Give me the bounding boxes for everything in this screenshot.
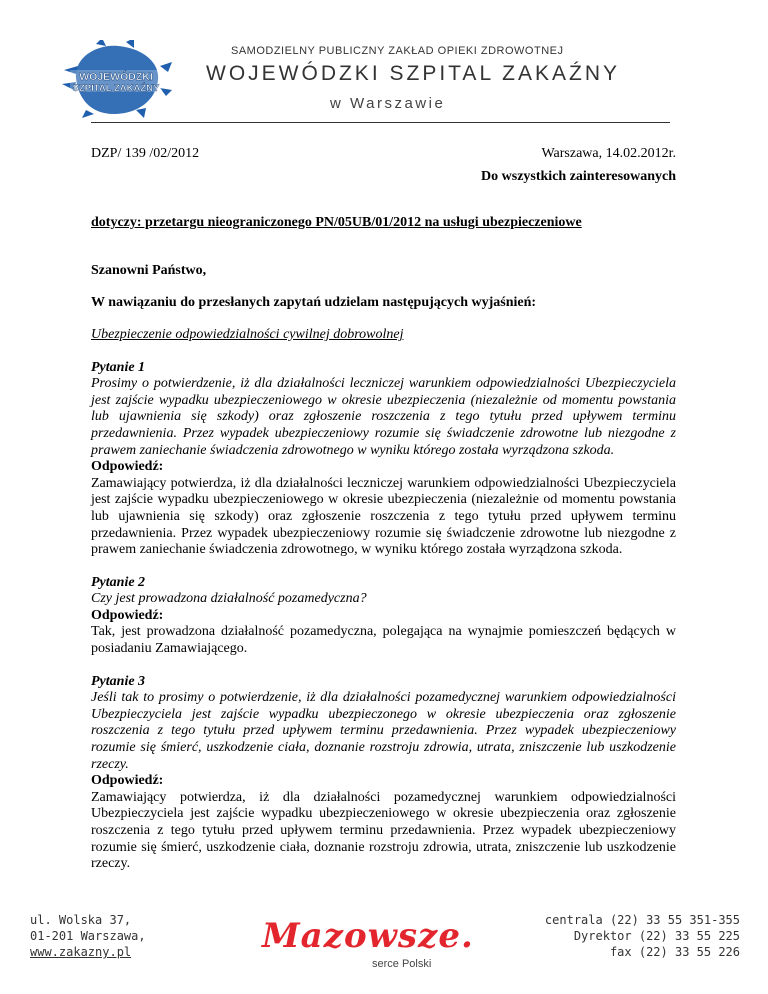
letter-body: [91, 146, 676, 873]
qa-item: [91, 674, 676, 873]
organization-name: SAMODZIELNY PUBLICZNY ZAKŁAD OPIEKI ZDROWOTNEJ: [231, 45, 564, 57]
logo-text-line2: SZPITAL ZAKAŹNY: [72, 83, 160, 94]
question-title: Pytanie 2: [91, 574, 146, 590]
answer-text: Zamawiający potwierdza, iż dla działalności leczniczej warunkiem odpowiedzialności Ubezpieczyciela jest zajście wypadku ubezpieczeniowego w okresie ubezpieczenia (niezależnie od momentu powstania lub ujawnienia się szkody) oraz zgłoszenie roszczenia z tego tytułu przed upływem terminu przedawnienia. Przez wypadek ubezpieczeniowy rozumie się świadczenie zdrowotne lub niezgodne z prawem zaniechanie świadczenia zdrowotnego, w wyniku którego została wyrządzona szkoda.: [91, 475, 676, 558]
phone-director: Dyrektor (22) 33 55 225: [573, 929, 740, 943]
mazowsze-brand: [262, 916, 477, 986]
salutation: Szanowni Państwo,: [91, 262, 207, 278]
qa-item: [91, 360, 676, 559]
address-city: 01-201 Warszawa,: [30, 929, 146, 943]
brand-logo: Mazowsze.: [262, 916, 474, 956]
brand-tagline: serce Polski: [372, 958, 432, 970]
question-text: Czy jest prowadzona działalność pozamedyczna?: [91, 591, 367, 607]
phone-main: centrala (22) 33 55 351-355: [544, 913, 740, 927]
answer-title: Odpowiedź:: [91, 607, 164, 623]
footer-address: [30, 912, 146, 960]
answer-title: Odpowiedź:: [91, 773, 164, 789]
question-text: Jeśli tak to prosimy o potwierdzenie, iż dla działalności pozamedycznej warunkiem odpowiedzialności Ubezpieczyciela jest zajście wypadku ubezpieczonego w okresie ubezpieczenia oraz zgłoszenie roszczenia z tego tytułu przed upływem terminu przedawnienia. Przez wypadek ubezpieczeniowy rozumie się śmierć, uszkodzenie ciała, doznanie rozstroju zdrowia, utrata, zniszczenie lub uszkodzenie rzeczy.: [91, 690, 676, 772]
qa-item: [91, 575, 676, 658]
intro-paragraph: W nawiązaniu do przesłanych zapytań udzielam następujących wyjaśnień:: [91, 295, 537, 311]
question-title: Pytanie 3: [91, 673, 146, 689]
footer-contacts: [545, 912, 740, 960]
answer-text: Tak, jest prowadzona działalność pozamedyczna, polegająca na wynajmie pomieszczeń będących w posiadaniu Zamawiającego.: [91, 624, 676, 657]
answer-title: Odpowiedź:: [91, 459, 164, 475]
question-title: Pytanie 1: [91, 359, 146, 375]
letterhead: [0, 0, 768, 140]
reference-number: DZP/ 139 /02/2012: [91, 146, 200, 161]
header-divider: [91, 122, 670, 123]
hospital-logo: [56, 40, 174, 120]
section-heading: Ubezpieczenie odpowiedzialności cywilnej dobrowolnej: [91, 326, 404, 342]
hospital-title: WOJEWÓDZKI SZPITAL ZAKAŹNY: [206, 62, 621, 85]
website-link[interactable]: www.zakazny.pl: [30, 945, 132, 959]
letter-meta: [91, 146, 676, 163]
recipient: Do wszystkich zainteresowanych: [481, 168, 676, 184]
logo-text-line1: WOJEWÓDZKI: [79, 71, 153, 83]
address-street: ul. Wolska 37,: [30, 913, 132, 927]
question-text: Prosimy o potwierdzenie, iż dla działalności leczniczej warunkiem odpowiedzialności Ubezpieczyciela jest zajście wypadku ubezpieczeniowego w okresie ubezpieczenia (niezależnie od momentu powstania lub ujawnienia się szkody) oraz zgłoszenie roszczenia z tego tytułu przed upływem terminu przedawnienia. Przez wypadek ubezpieczeniowy rozumie się świadczenie zdrowotne lub niezgodne z prawem zaniechanie świadczenia zdrowotnego w wyniku którego została wyrządzona szkoda.: [91, 376, 676, 458]
fax-number: fax (22) 33 55 226: [609, 945, 740, 959]
answer-text: Zamawiający potwierdza, iż dla działalności pozamedycznej warunkiem odpowiedzialności Ubezpieczyciela jest zajście wypadku ubezpieczeniowego w okresie ubezpieczenia oraz zgłoszenie roszczenia z tego tytułu przed upływem terminu przedawnienia. Przez wypadek ubezpieczeniowy rozumie się śmierć, uszkodzenie ciała, doznanie rozstroju zdrowia, utrata, zniszczenie lub uszkodzenie rzeczy.: [91, 789, 676, 872]
letter-subject: dotyczy: przetargu nieograniczonego PN/05UB/01/2012 na usługi ubezpieczeniowe: [91, 215, 582, 231]
hospital-city: w Warszawie: [330, 95, 446, 112]
letter-date: Warszawa, 14.02.2012r.: [541, 146, 676, 161]
